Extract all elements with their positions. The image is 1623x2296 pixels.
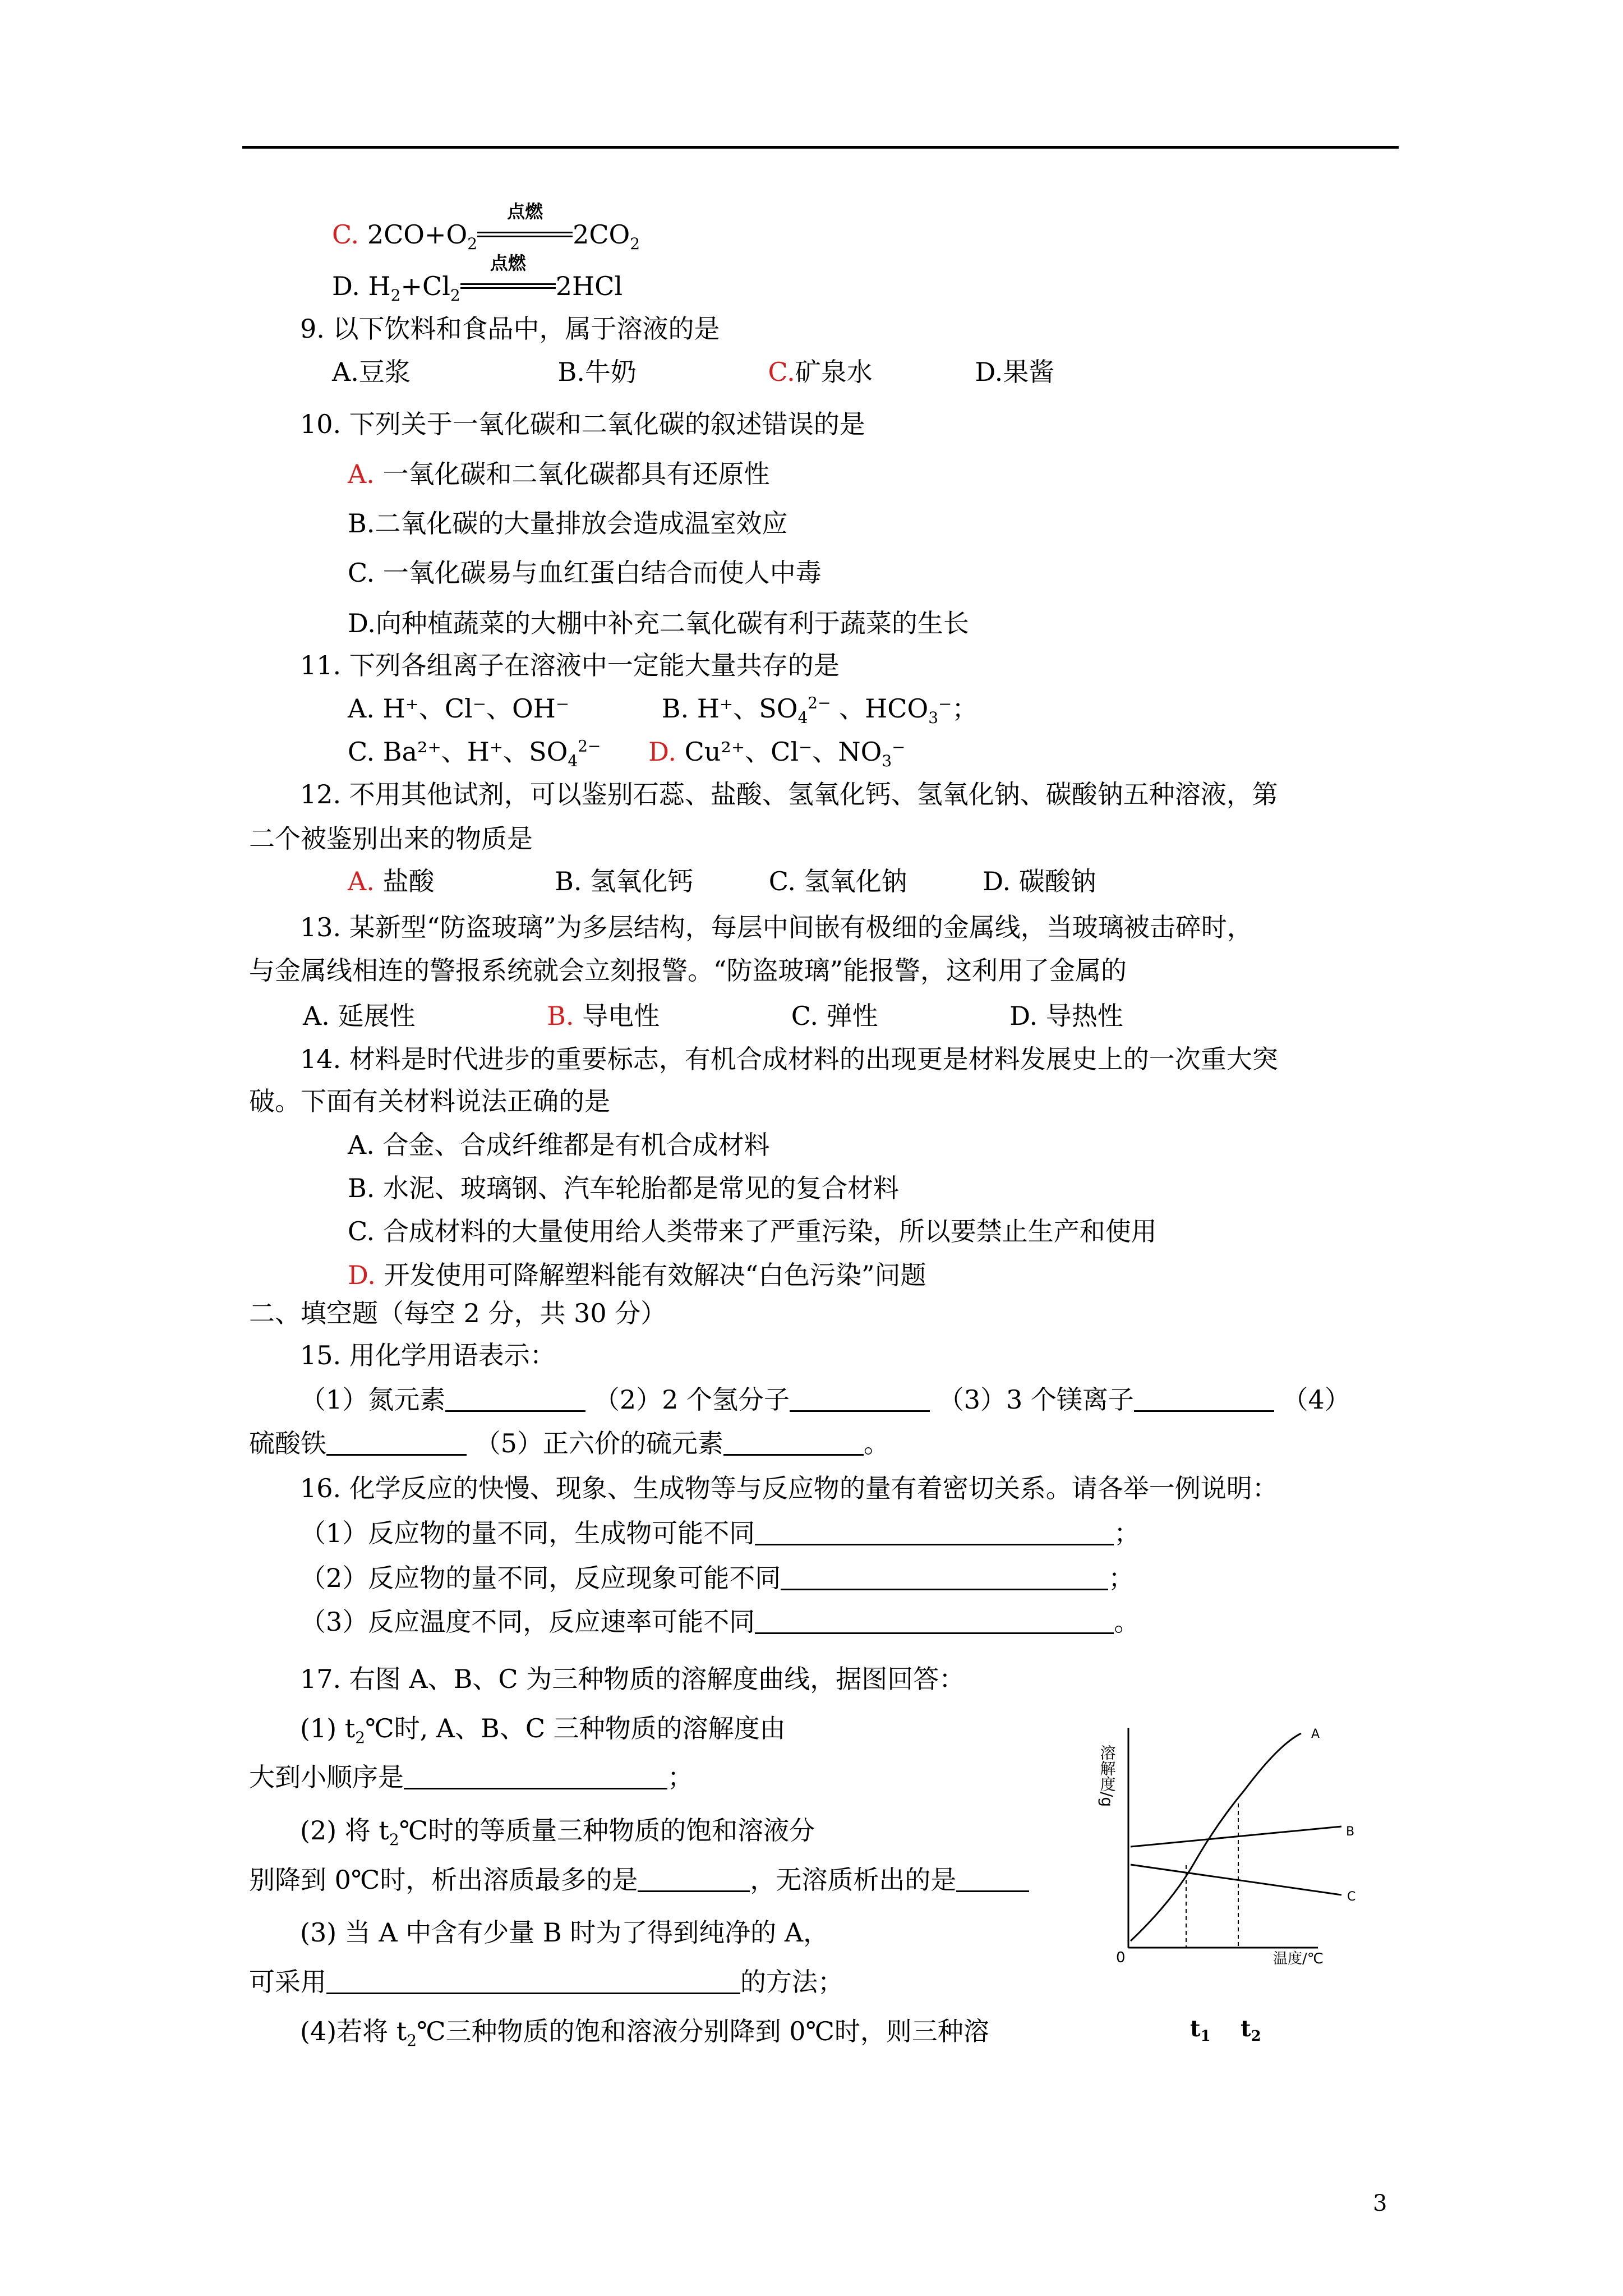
tick-label-t2: $t_2$ [1241,2016,1261,2045]
q12-stem-1: 12. 不用其他试剂，可以鉴别石蕊、盐酸、氢氧化钙、氢氧化钠、碳酸钠五种溶液，第 [300,779,1278,809]
answer-blank[interactable] [445,1388,585,1412]
solubility-chart [1094,1722,1385,2059]
header-rule [242,146,1399,149]
q10-option-b: B.二氧化碳的大量排放会造成温室效应 [348,508,788,539]
q8-option-d: D. $H_2+Cl_2$ 点燃 2HCl [332,252,623,305]
series-label-c: C [1347,1890,1356,1904]
q14-stem-2: 破。下面有关材料说法正确的是 [249,1086,610,1116]
q15-parts-2: 硫酸铁 （5）正六价的硫元素 。 [249,1428,889,1458]
section-heading: 二、填空题（每空 2 分，共 30 分） [249,1298,667,1328]
origin-label: 0 [1116,1949,1126,1966]
tick-label-t1: $t_1$ [1190,2016,1211,2045]
q15-parts-1: （1）氮元素 （2）2 个氢分子 （3）3 个镁离子 （4） [300,1384,1350,1415]
q13-options: A. 延展性 B. 导电性 C. 弹性 D. 导热性 [303,1001,1123,1031]
q17-part-1a: (1) $t_2℃$时, A、B、C 三种物质的溶解度由 [300,1713,786,1747]
y-axis-label: 溶解度/g [1098,1745,1117,1807]
answer-blank[interactable] [956,1868,1029,1892]
q9-options: A.豆浆 B.牛奶 C.矿泉水 D.果酱 [332,357,1055,387]
q17-part-4a: (4)若将 $t_2℃$三种物质的饱和溶液分别降到 0℃时，则三种溶 [300,2016,989,2050]
line-c [1131,1865,1341,1895]
q14-option-b: B. 水泥、玻璃钢、汽车轮胎都是常见的复合材料 [348,1173,900,1203]
q13-stem-1: 13. 某新型“防盗玻璃”为多层结构，每层中间嵌有极细的金属线，当玻璃被击碎时， [300,912,1253,942]
q16-part-3: （3）反应温度不同，反应速率可能不同 。 [300,1607,1140,1637]
q14-option-a: A. 合金、合成纤维都是有机合成材料 [348,1130,770,1160]
q17-part-3b: 可采用 的方法； [249,1967,843,1997]
q15-stem: 15. 用化学用语表示： [300,1340,556,1370]
reaction-condition: 点燃 [460,273,556,299]
q11-stem: 11. 下列各组离子在溶液中一定能大量共存的是 [300,650,840,680]
q12-options: A. 盐酸 B. 氢氧化钙 C. 氢氧化钠 D. 碳酸钠 [348,866,1096,896]
answer-blank[interactable] [404,1765,667,1789]
q13-stem-2: 与金属线相连的警报系统就会立刻报警。“防盗玻璃”能报警，这利用了金属的 [249,955,1127,986]
q8-option-c: C. $2CO+O_2$ 点燃 $2CO_2$ [332,201,640,254]
page-number: 3 [1373,2191,1387,2216]
reaction-condition: 点燃 [477,222,573,247]
line-b [1131,1826,1341,1847]
q11-options-ab: A. H⁺、Cl⁻、OH⁻ B. H⁺、$SO_4^{2-}$ 、$HCO_3^-$； [348,693,978,728]
curve-a [1131,1733,1301,1941]
answer-blank[interactable] [755,1521,1114,1545]
q10-stem: 10. 下列关于一氧化碳和二氧化碳的叙述错误的是 [300,409,865,439]
answer-blank[interactable] [638,1868,750,1892]
q16-stem: 16. 化学反应的快慢、现象、生成物等与反应物的量有着密切关系。请各举一例说明： [300,1473,1278,1503]
q14-option-d: D. 开发使用可降解塑料能有效解决“白色污染”问题 [348,1260,926,1290]
answer-blank[interactable] [723,1432,864,1456]
q17-part-1b: 大到小顺序是 ； [249,1762,693,1792]
q14-option-c: C. 合成材料的大量使用给人类带来了严重污染，所以要禁止生产和使用 [348,1216,1157,1246]
q10-option-a: A. 一氧化碳和二氧化碳都具有还原性 [348,459,770,489]
q9-stem: 9. 以下饮料和食品中，属于溶液的是 [300,314,720,344]
q11-options-cd: C. Ba²⁺、H⁺、$SO_4^{2-}$ D. Cu²⁺、Cl⁻、$NO_3^-$ [348,737,906,771]
series-label-b: B [1346,1825,1355,1839]
q12-stem-2: 二个被鉴别出来的物质是 [249,823,533,854]
series-label-a: A [1311,1727,1320,1741]
answer-blank[interactable] [755,1610,1114,1634]
q10-option-d: D.向种植蔬菜的大棚中补充二氧化碳有利于蔬菜的生长 [348,608,969,638]
q17-part-3a: (3) 当 A 中含有少量 B 时为了得到纯净的 A， [300,1917,829,1948]
q17-part-2a: (2) 将 $t_2℃$时的等质量三种物质的饱和溶液分 [300,1815,815,1849]
q10-option-c: C. 一氧化碳易与血红蛋白结合而使人中毒 [348,558,822,588]
answer-blank[interactable] [781,1566,1108,1590]
answer-blank[interactable] [1134,1388,1274,1412]
x-axis-label: 温度/℃ [1273,1950,1324,1967]
q16-part-1: （1）反应物的量不同，生成物可能不同 ； [300,1518,1140,1548]
q14-stem-1: 14. 材料是时代进步的重要标志，有机合成材料的出现更是材料发展史上的一次重大突 [300,1044,1278,1074]
q17-stem: 17. 右图 A、B、C 为三种物质的溶解度曲线，据图回答： [300,1664,965,1694]
answer-blank[interactable] [790,1388,930,1412]
answer-blank[interactable] [326,1970,740,1994]
q17-part-2b: 别降到 0℃时，析出溶质最多的是 ，无溶质析出的是 [249,1867,1029,1893]
q16-part-2: （2）反应物的量不同，反应现象可能不同 ； [300,1563,1135,1593]
answer-blank[interactable] [326,1432,467,1456]
